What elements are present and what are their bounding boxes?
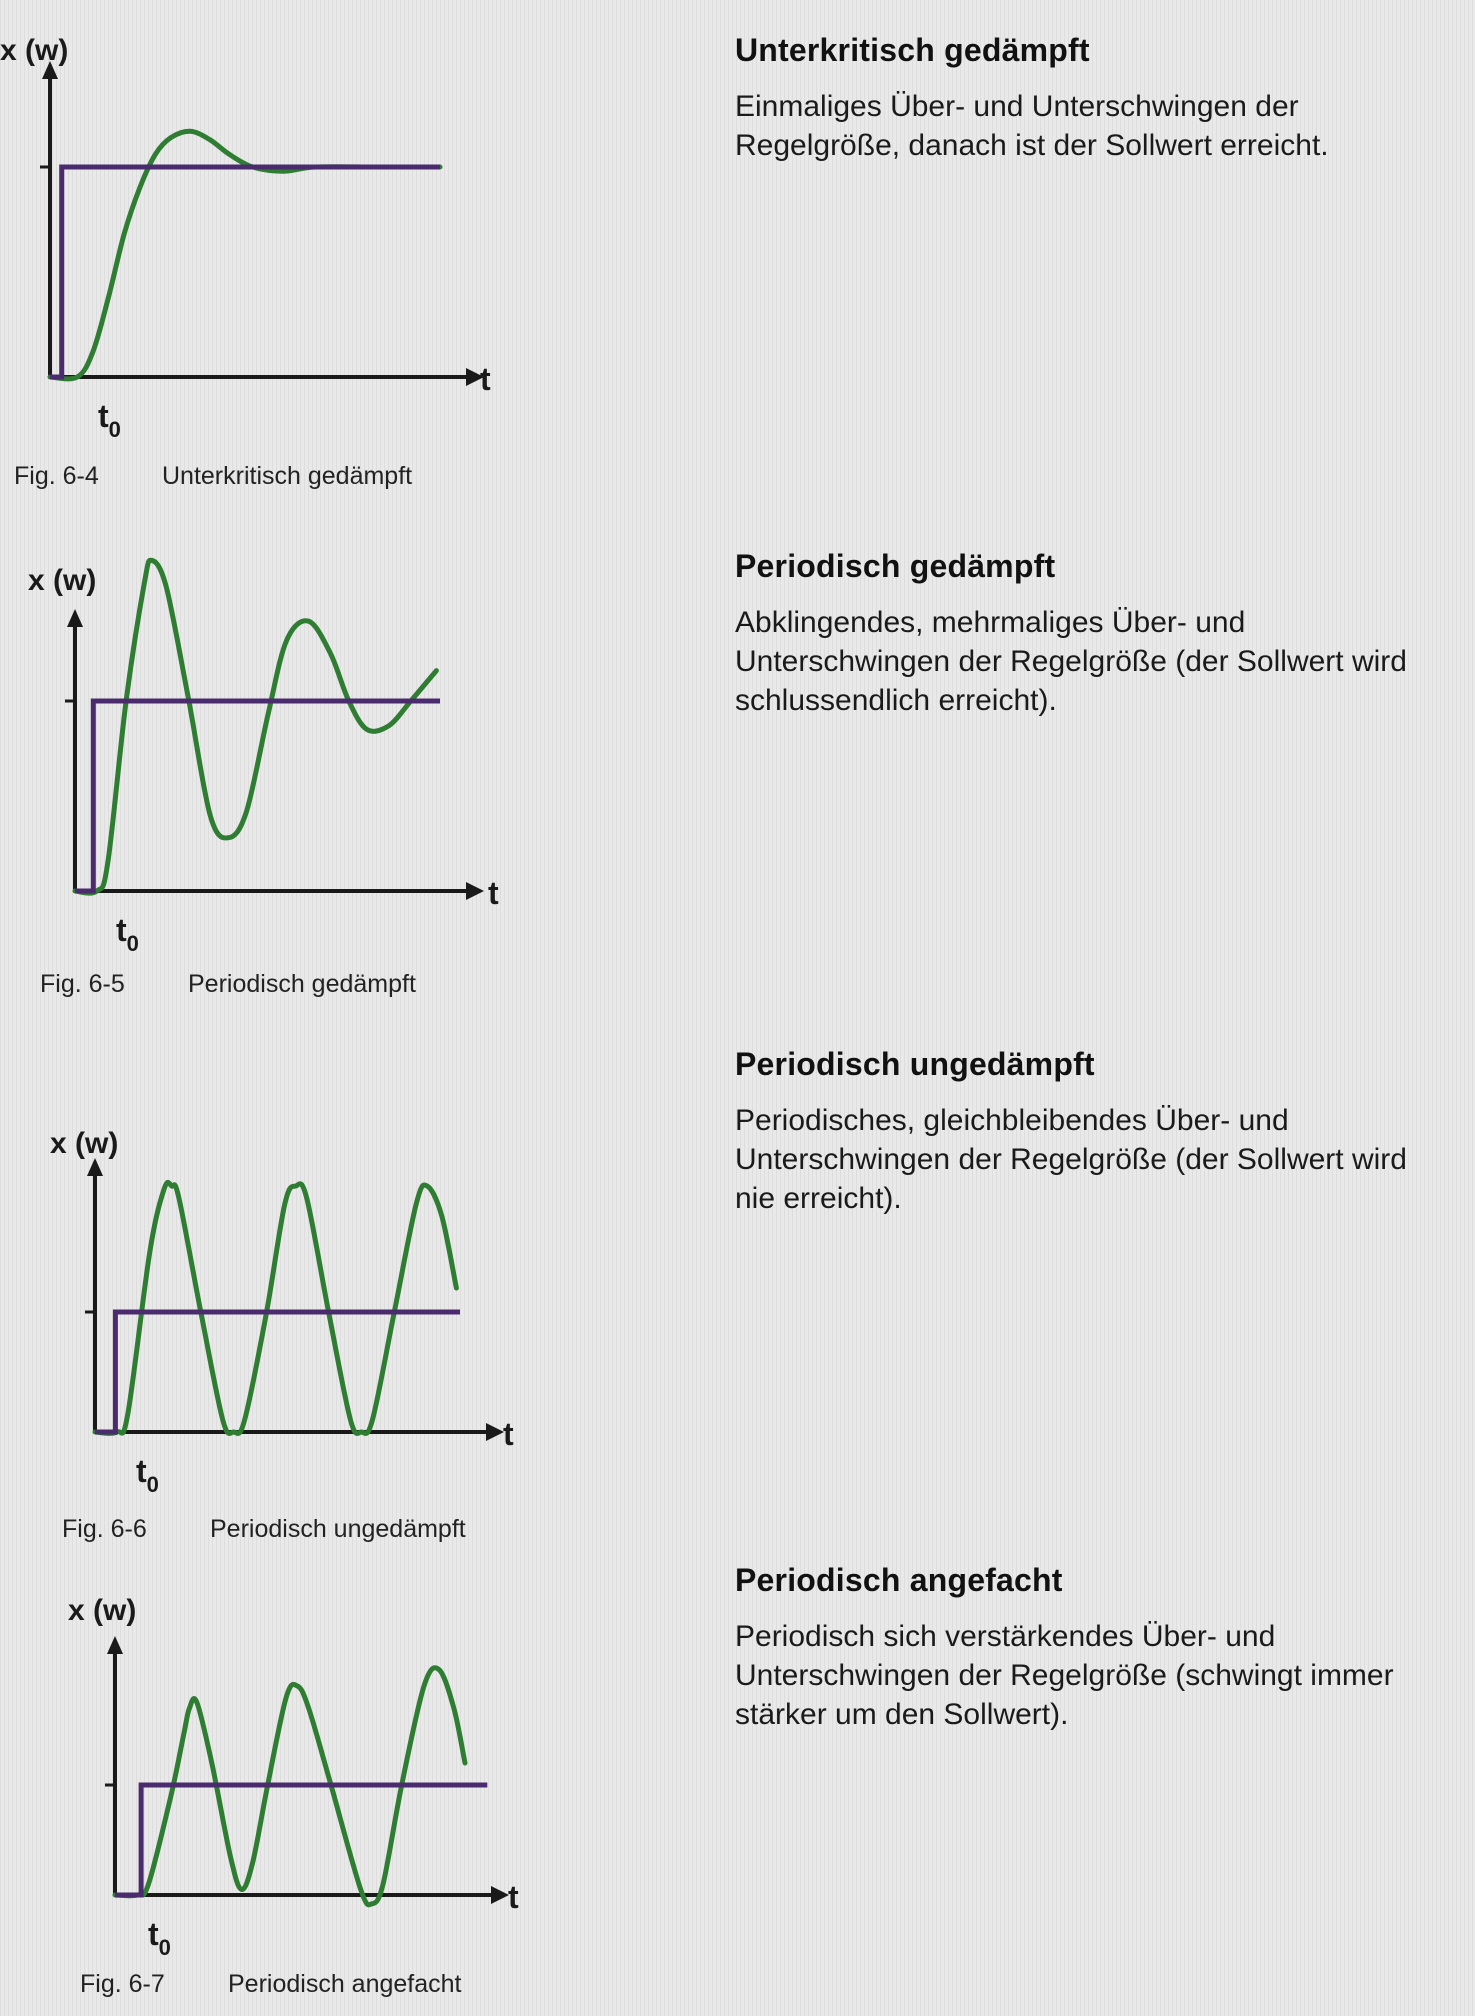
t0-label: $t_0$ xyxy=(136,1453,159,1497)
description-title: Unterkritisch gedämpft xyxy=(735,32,1090,68)
y-axis-label: x (w) xyxy=(50,1127,119,1160)
y-axis-arrow xyxy=(67,609,83,627)
figure-number: Fig. 6-4 xyxy=(14,462,99,490)
chart-6-5 xyxy=(0,520,720,990)
description-text: Periodisch sich verstärkendes Über- und Unterschwingen der Regelgröße (schwingt immer stärker um den Sollwert). xyxy=(735,1620,1394,1731)
description-block xyxy=(735,32,1455,165)
figure-6-7 xyxy=(0,1560,720,2016)
figure-caption-text: Periodisch ungedämpft xyxy=(210,1515,466,1543)
description-text: Einmaliges Über- und Unterschwingen der Regelgröße, danach ist der Sollwert erreicht. xyxy=(735,90,1329,162)
figure-caption-text: Periodisch gedämpft xyxy=(188,970,416,998)
t0-label: $t_0$ xyxy=(98,398,121,442)
figure-6-5 xyxy=(0,520,720,1020)
chart-6-4 xyxy=(0,0,720,470)
chart-6-6 xyxy=(0,1035,720,1535)
description-title: Periodisch angefacht xyxy=(735,1562,1063,1598)
t0-label: $t_0$ xyxy=(148,1916,171,1960)
x-axis-label: t xyxy=(503,1416,514,1452)
description-text: Abklingendes, mehrmaliges Über- und Unterschwingen der Regelgröße (der Sollwert wird schlussendlich erreicht). xyxy=(735,606,1407,717)
x-axis-arrow xyxy=(491,1886,509,1904)
figure-caption xyxy=(14,462,412,491)
figure-6-4 xyxy=(0,0,720,510)
description-title: Periodisch ungedämpft xyxy=(735,1046,1095,1082)
setpoint-line-w xyxy=(95,1312,460,1432)
y-axis-arrow xyxy=(87,1158,103,1176)
figure-caption xyxy=(62,1515,466,1544)
t0-label: $t_0$ xyxy=(116,912,139,956)
x-axis-label: t xyxy=(488,875,499,911)
y-axis-arrow xyxy=(107,1636,123,1654)
x-axis-arrow xyxy=(466,882,484,900)
y-axis-label: x (w) xyxy=(68,1594,137,1627)
y-axis-label: x (w) xyxy=(28,564,97,597)
figure-number: Fig. 6-7 xyxy=(80,1970,165,1998)
description-block xyxy=(735,1562,1455,1734)
figure-6-6 xyxy=(0,1035,720,1555)
y-axis-label: x (w) xyxy=(0,34,69,67)
chart-6-7 xyxy=(0,1560,720,1980)
description-text: Periodisches, gleichbleibendes Über- und Unterschwingen der Regelgröße (der Sollwert wird nie erreicht). xyxy=(735,1104,1407,1215)
x-axis-label: t xyxy=(480,361,491,397)
description-block xyxy=(735,548,1455,720)
description-title: Periodisch gedämpft xyxy=(735,548,1056,584)
response-curve-x xyxy=(95,1182,456,1433)
figure-caption-text: Unterkritisch gedämpft xyxy=(162,462,413,490)
x-axis-arrow xyxy=(486,1423,504,1441)
description-block xyxy=(735,1046,1455,1218)
figure-caption xyxy=(80,1970,461,1999)
figure-number: Fig. 6-6 xyxy=(62,1515,147,1543)
x-axis-label: t xyxy=(508,1879,519,1915)
figure-caption-text: Periodisch angefacht xyxy=(228,1970,462,1998)
figure-caption xyxy=(40,970,416,999)
figure-number: Fig. 6-5 xyxy=(40,970,125,998)
setpoint-line-w xyxy=(50,167,440,377)
response-curve-x xyxy=(75,560,436,893)
